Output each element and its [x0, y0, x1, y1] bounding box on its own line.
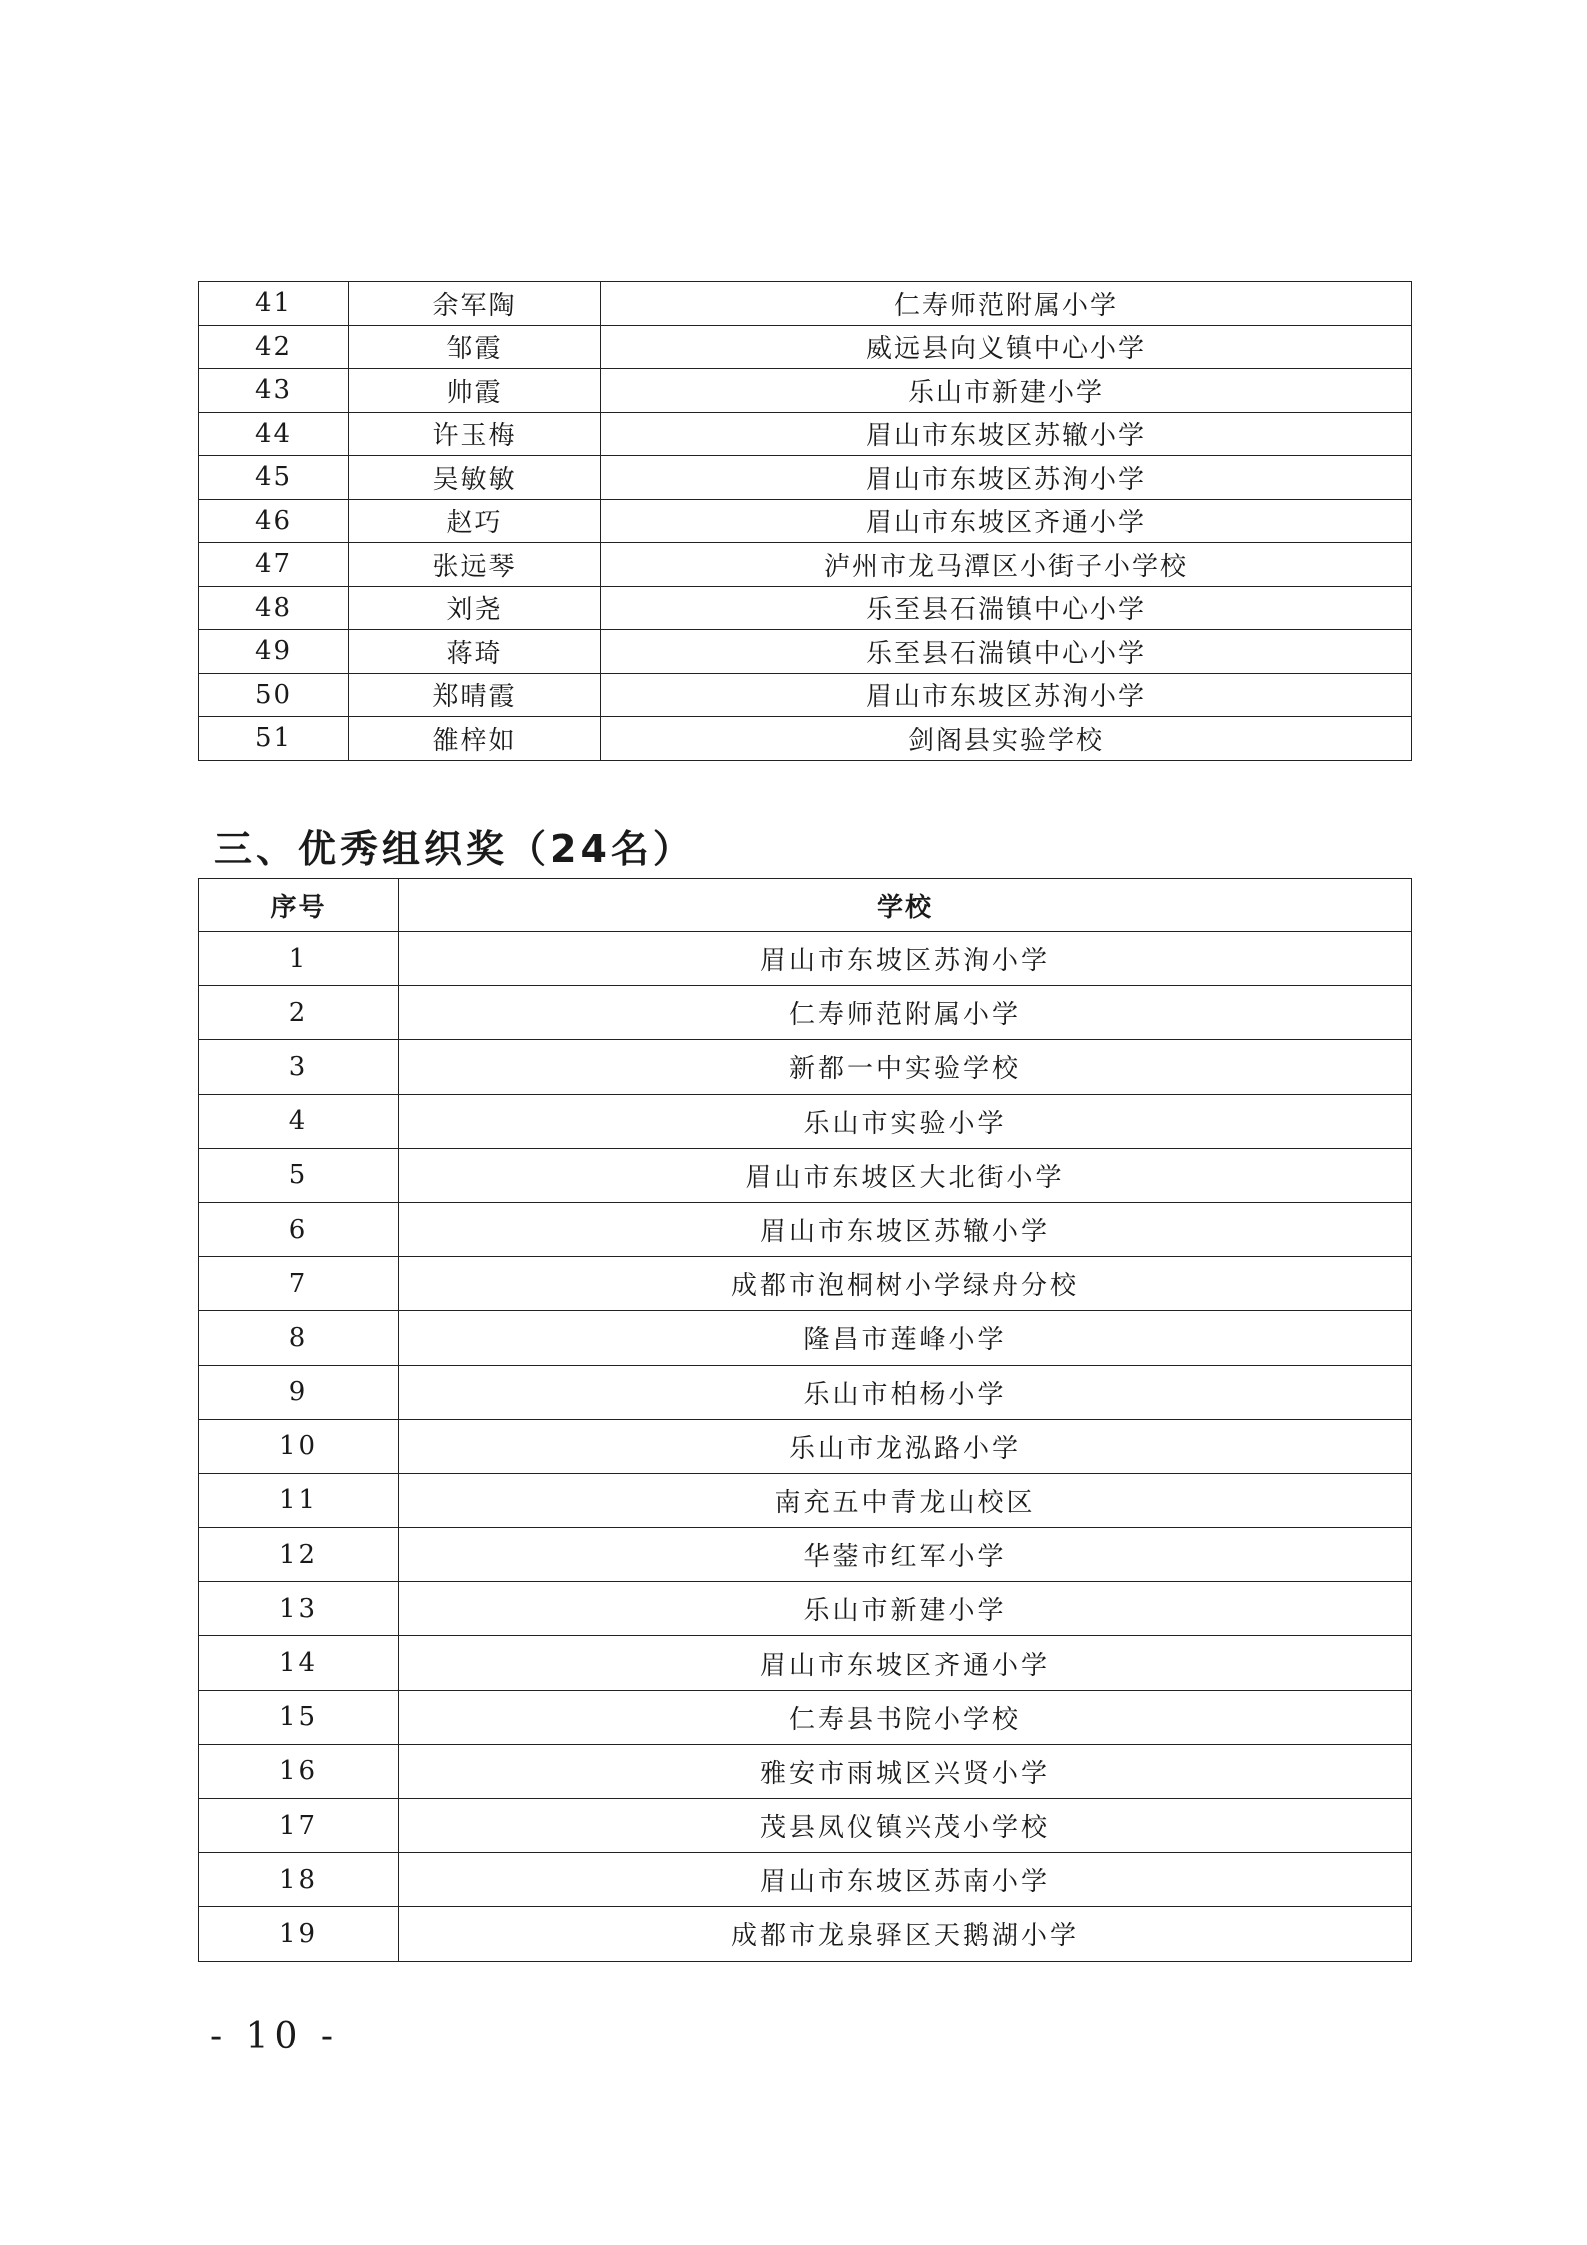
school-name: 眉山市东坡区齐通小学	[399, 1636, 1412, 1690]
table-row	[199, 1148, 1412, 1202]
table-row	[199, 986, 1412, 1040]
table-row	[199, 932, 1412, 986]
school-name: 乐至县石湍镇中心小学	[601, 586, 1412, 630]
person-name: 帅霞	[349, 369, 601, 413]
table-row	[199, 1907, 1412, 1961]
school-name: 仁寿师范附属小学	[399, 986, 1412, 1040]
table-row	[199, 1419, 1412, 1473]
school-name: 南充五中青龙山校区	[399, 1473, 1412, 1527]
row-number: 41	[199, 282, 349, 326]
school-name: 茂县凤仪镇兴茂小学校	[399, 1799, 1412, 1853]
table-row	[199, 369, 1412, 413]
row-number: 50	[199, 673, 349, 717]
table-row	[199, 1473, 1412, 1527]
award-list-table	[198, 281, 1412, 761]
school-name: 眉山市东坡区大北街小学	[399, 1148, 1412, 1202]
school-name: 眉山市东坡区苏辙小学	[601, 412, 1412, 456]
row-number: 4	[199, 1094, 399, 1148]
table-row	[199, 1257, 1412, 1311]
person-name: 雒梓如	[349, 717, 601, 761]
school-name: 眉山市东坡区齐通小学	[601, 499, 1412, 543]
table-row	[199, 717, 1412, 761]
row-number: 48	[199, 586, 349, 630]
school-name: 隆昌市莲峰小学	[399, 1311, 1412, 1365]
row-number: 45	[199, 456, 349, 500]
row-number: 49	[199, 630, 349, 674]
school-name: 华蓥市红军小学	[399, 1528, 1412, 1582]
header-school: 学校	[399, 879, 1412, 932]
row-number: 8	[199, 1311, 399, 1365]
table-row	[199, 1690, 1412, 1744]
table-row	[199, 1582, 1412, 1636]
row-number: 3	[199, 1040, 399, 1094]
row-number: 12	[199, 1528, 399, 1582]
table-row	[199, 543, 1412, 587]
row-number: 15	[199, 1690, 399, 1744]
person-name: 吴敏敏	[349, 456, 601, 500]
table-row	[199, 673, 1412, 717]
table-row	[199, 412, 1412, 456]
table-row	[199, 282, 1412, 326]
row-number: 47	[199, 543, 349, 587]
table-row	[199, 1636, 1412, 1690]
table-row	[199, 1094, 1412, 1148]
school-name: 成都市泡桐树小学绿舟分校	[399, 1257, 1412, 1311]
row-number: 14	[199, 1636, 399, 1690]
school-name: 威远县向义镇中心小学	[601, 325, 1412, 369]
school-name: 乐山市柏杨小学	[399, 1365, 1412, 1419]
table-row	[199, 1040, 1412, 1094]
row-number: 10	[199, 1419, 399, 1473]
school-name: 成都市龙泉驿区天鹅湖小学	[399, 1907, 1412, 1961]
table-row	[199, 499, 1412, 543]
school-name: 眉山市东坡区苏洵小学	[601, 456, 1412, 500]
table-row	[199, 1799, 1412, 1853]
row-number: 2	[199, 986, 399, 1040]
school-name: 乐山市新建小学	[399, 1582, 1412, 1636]
school-name: 眉山市东坡区苏洵小学	[399, 932, 1412, 986]
school-name: 乐至县石湍镇中心小学	[601, 630, 1412, 674]
school-name: 仁寿县书院小学校	[399, 1690, 1412, 1744]
row-number: 1	[199, 932, 399, 986]
table-row	[199, 586, 1412, 630]
person-name: 蒋琦	[349, 630, 601, 674]
table-header-row	[199, 879, 1412, 932]
table-row	[199, 325, 1412, 369]
row-number: 43	[199, 369, 349, 413]
table-row	[199, 1853, 1412, 1907]
person-name: 邹霞	[349, 325, 601, 369]
school-name: 雅安市雨城区兴贤小学	[399, 1744, 1412, 1798]
person-name: 张远琴	[349, 543, 601, 587]
school-name: 眉山市东坡区苏洵小学	[601, 673, 1412, 717]
table-row	[199, 1202, 1412, 1256]
school-name: 眉山市东坡区苏南小学	[399, 1853, 1412, 1907]
table-row	[199, 456, 1412, 500]
person-name: 许玉梅	[349, 412, 601, 456]
school-name: 剑阁县实验学校	[601, 717, 1412, 761]
organization-award-table	[198, 878, 1412, 1962]
award-list-body	[199, 282, 1412, 761]
table-row	[199, 1744, 1412, 1798]
row-number: 6	[199, 1202, 399, 1256]
person-name: 刘尧	[349, 586, 601, 630]
school-name: 乐山市实验小学	[399, 1094, 1412, 1148]
table-row	[199, 1365, 1412, 1419]
person-name: 余军陶	[349, 282, 601, 326]
school-name: 仁寿师范附属小学	[601, 282, 1412, 326]
section-heading: 三、优秀组织奖（24名）	[214, 827, 695, 871]
school-name: 乐山市龙泓路小学	[399, 1419, 1412, 1473]
row-number: 11	[199, 1473, 399, 1527]
row-number: 17	[199, 1799, 399, 1853]
table-row	[199, 1528, 1412, 1582]
person-name: 郑晴霞	[349, 673, 601, 717]
school-name: 泸州市龙马潭区小街子小学校	[601, 543, 1412, 587]
row-number: 16	[199, 1744, 399, 1798]
table-row	[199, 1311, 1412, 1365]
school-name: 新都一中实验学校	[399, 1040, 1412, 1094]
row-number: 13	[199, 1582, 399, 1636]
row-number: 51	[199, 717, 349, 761]
page-number: - 10 -	[210, 2016, 340, 2057]
row-number: 19	[199, 1907, 399, 1961]
person-name: 赵巧	[349, 499, 601, 543]
header-number: 序号	[199, 879, 399, 932]
row-number: 5	[199, 1148, 399, 1202]
school-name: 乐山市新建小学	[601, 369, 1412, 413]
row-number: 18	[199, 1853, 399, 1907]
row-number: 46	[199, 499, 349, 543]
row-number: 42	[199, 325, 349, 369]
school-name: 眉山市东坡区苏辙小学	[399, 1202, 1412, 1256]
row-number: 9	[199, 1365, 399, 1419]
organization-award-body	[199, 932, 1412, 1962]
table-row	[199, 630, 1412, 674]
row-number: 44	[199, 412, 349, 456]
row-number: 7	[199, 1257, 399, 1311]
